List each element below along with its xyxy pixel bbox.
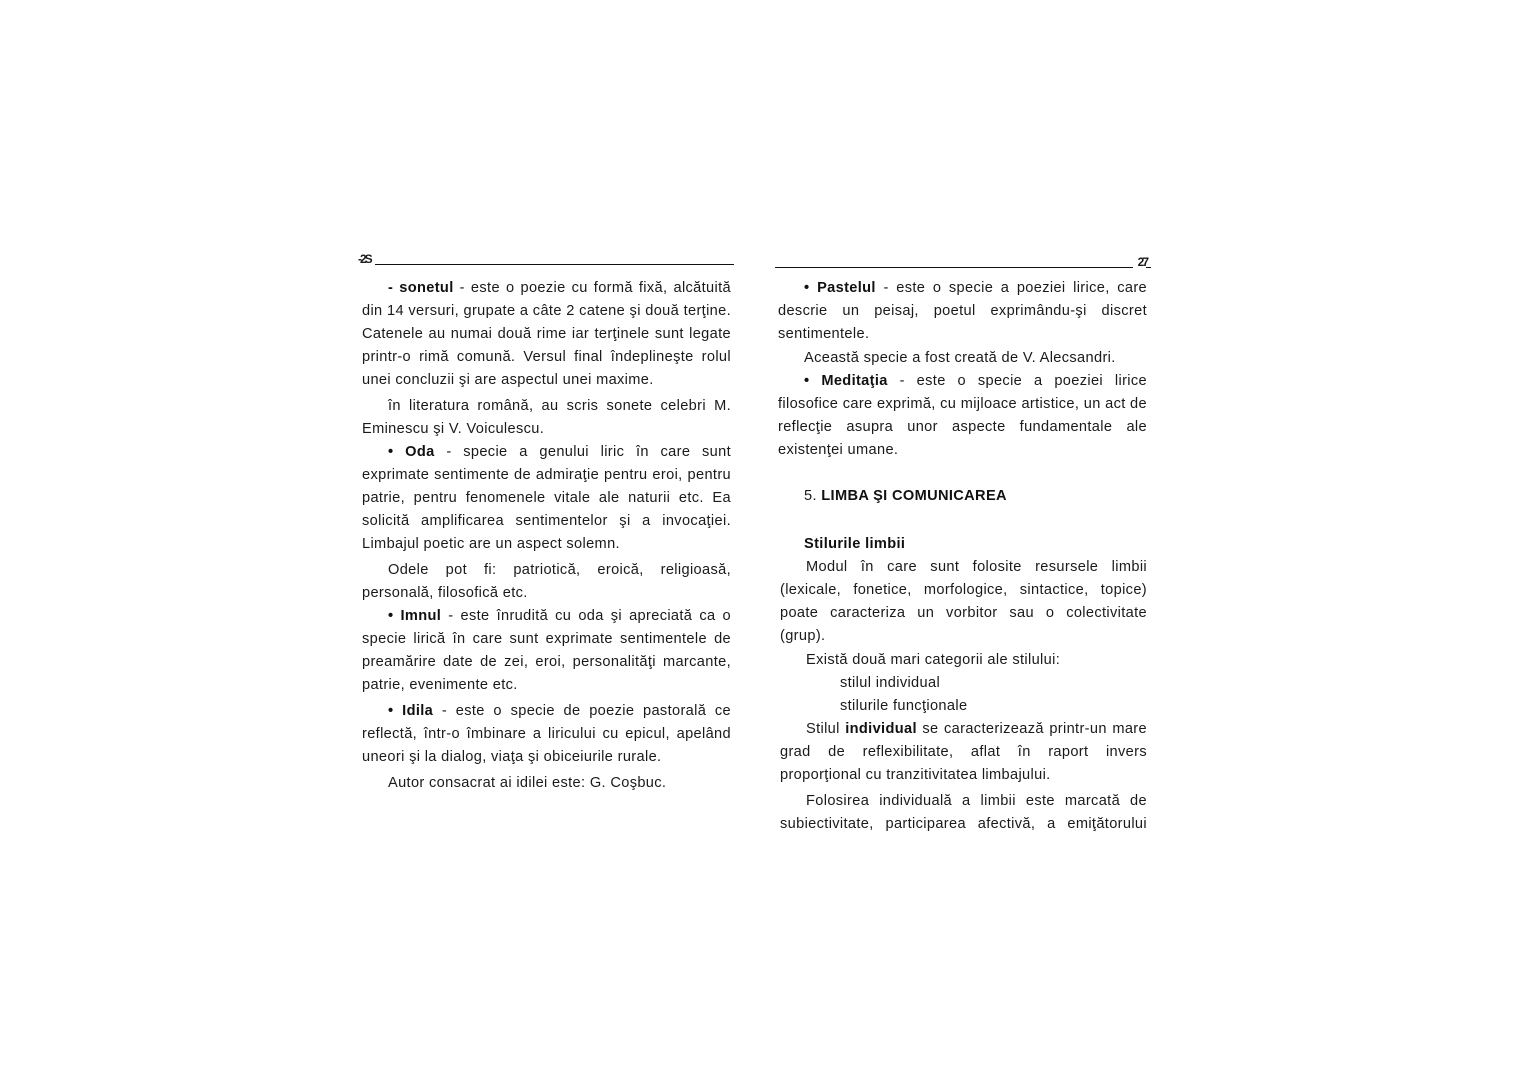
paragraph-text: - specie a genului liric în care sunt exprimate sentimente de admiraţie pentru eroi, pentru patrie, pentru fenomenele vitale ale naturii etc. Ea solicită amplificarea sentimentelor şi a invocaţiei. Limbajul poetic are un aspect solemn. <box>362 444 731 552</box>
right-page-body <box>778 277 1147 836</box>
paragraph-idila <box>362 700 731 769</box>
paragraph-text: Odele pot fi: patriotică, eroică, religioasă, personală, filosofică etc. <box>362 562 731 601</box>
paragraph-text: în literatura română, au scris sonete celebri M. Eminescu şi V. Voiculescu. <box>362 398 731 437</box>
header-rule-tail <box>1146 267 1151 268</box>
term-pastelul: Pastelul <box>817 280 876 296</box>
paragraph-stilul-individual <box>780 718 1147 787</box>
paragraph-sonete-autori <box>362 395 731 441</box>
list-item: stilul individual <box>840 675 941 691</box>
paragraph-text: - este o specie a poeziei lirice filosofice care exprimă, cu mijloace artistice, un act de reflecţie asupra unor aspecte fundamentale ale existenţei umane. <box>778 373 1147 458</box>
paragraph-text: se caracterizează printr-un mare grad de reflexibilitate, aflat în raport invers proporţional cu tranzitivitatea limbajului. <box>780 721 1147 783</box>
section-number: 5. <box>804 488 822 504</box>
paragraph-text: Această specie a fost creată de V. Alecsandri. <box>804 350 1116 366</box>
paragraph-oda <box>362 441 731 556</box>
term-sonetul: sonetul <box>399 280 454 296</box>
left-page-number: -2S <box>358 252 371 266</box>
paragraph-folosirea <box>780 790 1147 836</box>
left-page-body <box>362 277 731 795</box>
term-individual: individual <box>845 721 917 737</box>
term-meditatia: Meditaţia <box>821 373 888 389</box>
paragraph-pastel-autor <box>778 347 1147 370</box>
paragraph-text: - este înrudită cu oda şi apreciată ca o specie lirică în care sunt exprimate sentimentele de preamărire date de zei, eroi, personalităţi marcante, patrie, evenimente etc. <box>362 608 731 693</box>
paragraph-text: Stilul <box>806 721 846 737</box>
bullet-icon: • <box>388 444 406 460</box>
paragraph-modul <box>780 556 1147 648</box>
term-idila: Idila <box>402 703 434 719</box>
subheading <box>778 533 1147 556</box>
term-oda: Oda <box>405 444 435 460</box>
paragraph-sonetul <box>362 277 731 392</box>
left-page-header <box>358 252 734 272</box>
section-title: LIMBA ŞI COMUNICAREA <box>821 488 1007 504</box>
right-page-header <box>775 254 1151 274</box>
right-page-number: 27 <box>1137 255 1147 269</box>
paragraph-text: Modul în care sunt folosite resursele limbii (lexicale, fonetice, morfologice, sintactice, topice) poate caracteriza un vorbitor sau o colectivitate (grup). <box>780 559 1147 644</box>
header-rule <box>775 267 1133 268</box>
subheading-text: Stilurile limbii <box>804 536 906 552</box>
bullet-icon: • <box>388 703 403 719</box>
paragraph-text: - este o specie de poezie pastorală ce reflectă, într-o îmbinare a liricului cu epicul, apelând uneori şi la dialog, viaţa şi obiceiurile rurale. <box>362 703 731 765</box>
list-dash: - <box>388 280 400 296</box>
paragraph-pastelul <box>778 277 1147 346</box>
list-item: stilurile funcţionale <box>840 698 968 714</box>
header-rule <box>375 264 734 265</box>
section-heading <box>778 485 1147 508</box>
bullet-icon: • <box>804 373 822 389</box>
paragraph-text: - este o poezie cu formă fixă, alcătuită din 14 versuri, grupate a câte 2 catene şi două terţine. Catenele au numai două rime iar terţinele sunt legate printr-o rimă comună. Versul final îndeplineşte rolul unei concluzii şi are aspectul unei maxime. <box>362 280 731 388</box>
paragraph-meditatia <box>778 370 1147 462</box>
paragraph-idila-autor <box>362 772 731 795</box>
paragraph-text: Folosirea individuală a limbii este marcată de subiectivitate, participarea afectivă, a emiţătorului <box>780 793 1147 832</box>
paragraph-text: - este o specie a poeziei lirice, care descrie un peisaj, poetul exprimându-şi discret sentimentele. <box>778 280 1147 342</box>
paragraph-categorii <box>780 649 1147 672</box>
bullet-icon: • <box>388 608 401 624</box>
term-imnul: Imnul <box>400 608 442 624</box>
paragraph-odele <box>362 559 731 605</box>
paragraph-text: Autor consacrat ai idilei este: G. Coşbuc. <box>388 775 667 791</box>
paragraph-imnul <box>362 605 731 697</box>
paragraph-text: Există două mari categorii ale stilului: <box>806 652 1061 668</box>
bullet-icon: • <box>804 280 818 296</box>
